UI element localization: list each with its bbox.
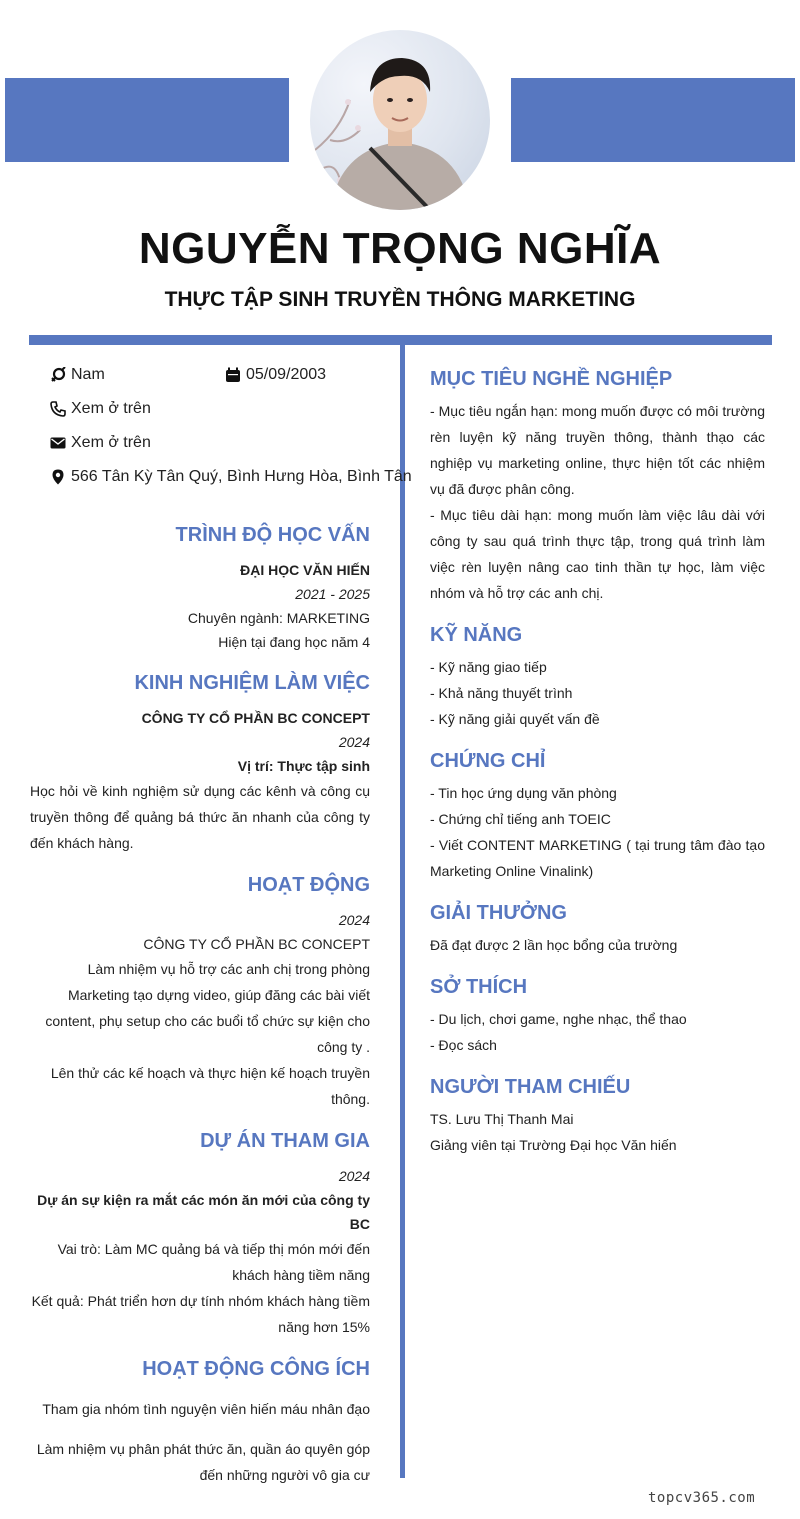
hobbies-title: SỞ THÍCH	[430, 976, 528, 998]
references-title: NGƯỜI THAM CHIẾU	[430, 1076, 631, 1098]
activities-desc-2: Lên thử các kế hoạch và thực hiện kế hoạch truyền thông.	[50, 1065, 370, 1107]
experience-title: KINH NGHIỆM LÀM VIỆC	[134, 672, 370, 694]
projects-title: DỰ ÁN THAM GIA	[200, 1130, 370, 1152]
activities-section	[30, 870, 370, 1112]
avatar	[310, 30, 490, 210]
projects-name: Dự án sự kiện ra mắt các món ăn mới của công ty BC	[37, 1192, 370, 1232]
phone-info	[50, 400, 151, 418]
gender-info	[50, 366, 105, 384]
volunteer-title: HOẠT ĐỘNG CÔNG ÍCH	[142, 1358, 370, 1380]
projects-year: 2024	[338, 1168, 370, 1184]
phone-icon	[50, 401, 66, 417]
birthday-value: 05/09/2003	[246, 366, 327, 383]
certificate-item: - Tin học ứng dụng văn phòng	[430, 785, 617, 801]
activities-title: HOẠT ĐỘNG	[247, 874, 370, 896]
address-value: 566 Tân Kỳ Tân Quý, Bình Hưng Hòa, Bình Tân	[71, 468, 412, 485]
email-info	[50, 434, 151, 452]
volunteer-item-1: Tham gia nhóm tình nguyện viên hiến máu nhân đạo	[42, 1401, 370, 1417]
gender-icon	[50, 367, 66, 383]
activities-org: CÔNG TY CỔ PHẦN BC CONCEPT	[143, 936, 370, 952]
skill-item: - Kỹ năng giải quyết vấn đề	[430, 711, 600, 727]
education-period: 2021 - 2025	[295, 586, 370, 602]
projects-result: Kết quả: Phát triển hơn dự tính nhóm khách hàng tiềm năng hơn 15%	[31, 1293, 370, 1335]
reference-position: Giảng viên tại Trường Đại học Văn hiến	[430, 1137, 677, 1153]
experience-position: Vị trí: Thực tập sinh	[237, 758, 370, 774]
volunteer-item-2: Làm nhiệm vụ phân phát thức ăn, quần áo quyên góp đến những người vô gia cư	[36, 1441, 370, 1483]
experience-section	[30, 668, 370, 856]
header-band-left	[5, 78, 289, 162]
education-major: Chuyên ngành: MARKETING	[187, 610, 370, 626]
gender-value: Nam	[71, 366, 105, 383]
left-column	[30, 520, 370, 1488]
candidate-role: THỰC TẬP SINH TRUYỀN THÔNG MARKETING	[164, 288, 636, 311]
experience-description: Học hỏi về kinh nghiệm sử dụng các kênh và công cụ truyền thông để quảng bá thức ăn nhanh của công ty đến khách hàng.	[30, 783, 370, 851]
education-title: TRÌNH ĐỘ HỌC VẤN	[175, 524, 370, 546]
hobbies-section	[430, 972, 765, 1058]
header-band-right	[511, 78, 795, 162]
footer-site: topcv365.com	[648, 1490, 756, 1506]
location-icon	[50, 469, 66, 485]
projects-section	[30, 1126, 370, 1340]
email-value: Xem ở trên	[71, 434, 151, 451]
certificates-section	[430, 746, 765, 884]
education-school: ĐẠI HỌC VĂN HIẾN	[240, 562, 370, 578]
certificate-item: - Viết CONTENT MARKETING ( tại trung tâm đào tạo Marketing Online Vinalink)	[430, 837, 765, 879]
objective-short: - Mục tiêu ngắn hạn: mong muốn được có môi trường rèn luyện kỹ năng truyền thông, thành thạo các nghiệp vụ marketing online, thực hiện tốt các nhiệm vụ đã được phân công.	[430, 403, 765, 497]
education-status: Hiện tại đang học năm 4	[218, 634, 370, 650]
awards-title: GIẢI THƯỞNG	[430, 902, 567, 924]
address-info	[50, 468, 412, 486]
objective-title: MỤC TIÊU NGHỀ NGHIỆP	[430, 368, 673, 390]
header-divider	[29, 335, 772, 345]
education-section	[30, 520, 370, 654]
skills-section	[430, 620, 765, 732]
activities-year: 2024	[338, 912, 370, 928]
email-icon	[50, 435, 66, 451]
volunteer-section	[30, 1354, 370, 1488]
hobby-item: - Đọc sách	[430, 1037, 497, 1053]
birthday-info	[225, 366, 326, 384]
objective-section	[430, 364, 765, 606]
skill-item: - Khả năng thuyết trình	[430, 685, 573, 701]
experience-year: 2024	[338, 734, 370, 750]
right-column	[430, 364, 765, 1158]
references-section	[430, 1072, 765, 1158]
candidate-name: NGUYỄN TRỌNG NGHĨA	[138, 224, 662, 273]
projects-role: Vai trò: Làm MC quảng bá và tiếp thị món mới đến khách hàng tiềm năng	[57, 1241, 370, 1283]
calendar-icon	[225, 367, 241, 383]
reference-name: TS. Lưu Thị Thanh Mai	[430, 1111, 574, 1127]
objective-long: - Mục tiêu dài hạn: mong muốn làm việc lâu dài với công ty sau quá trình thực tập, trong quá trình làm việc rèn luyện nâng cao tinh thần tự học, làm việc nhóm và hỗ trợ các anh chị.	[430, 507, 765, 601]
award-item: Đã đạt được 2 lần học bổng của trường	[430, 937, 678, 953]
hobby-item: - Du lịch, chơi game, nghe nhạc, thể thao	[430, 1011, 687, 1027]
experience-company: CÔNG TY CỔ PHẦN BC CONCEPT	[141, 710, 370, 726]
column-divider	[400, 345, 405, 1478]
awards-section	[430, 898, 765, 958]
phone-value: Xem ở trên	[71, 400, 151, 417]
skills-title: KỸ NĂNG	[430, 624, 523, 646]
certificate-item: - Chứng chỉ tiếng anh TOEIC	[430, 811, 611, 827]
activities-desc-1: Làm nhiệm vụ hỗ trợ các anh chị trong phòng Marketing tạo dựng video, giúp đăng các bài viết content, phụ setup cho các buổi tổ chức sự kiện cho công ty .	[45, 961, 370, 1055]
certificates-title: CHỨNG CHỈ	[430, 750, 546, 772]
skill-item: - Kỹ năng giao tiếp	[430, 659, 547, 675]
